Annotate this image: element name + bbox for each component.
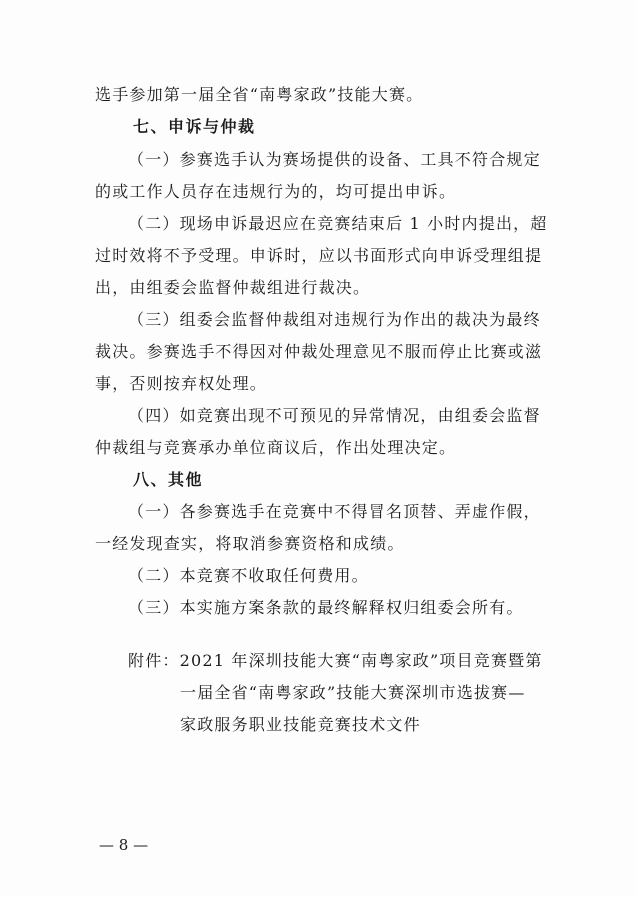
attachment-line: 家政服务职业技能竞赛技术文件 [180,715,421,734]
attachment-line: 附件：2021 年深圳技能大赛“南粤家政”项目竞赛暨第 [128,651,543,670]
section-heading-other: 八、其他 [133,470,204,489]
body-line: 仲裁组与竞赛承办单位商议后，作出处理决定。 [95,438,457,457]
body-line: 出，由组委会监督仲裁组进行裁决。 [95,278,371,297]
body-line: （二）现场申诉最迟应在竞赛结束后 1 小时内提出，超 [128,214,548,233]
body-line: 过时效将不予受理。申诉时，应以书面形式向申诉受理组提 [95,246,543,265]
section-heading-appeal: 七、申诉与仲裁 [133,117,256,136]
body-line: 事，否则按弃权处理。 [95,374,268,393]
body-line: 选手参加第一届全省“南粤家政”技能大赛。 [95,85,424,104]
body-line: （四）如竞赛出现不可预见的异常情况，由组委会监督 [128,406,541,425]
body-line: （一）各参赛选手在竞赛中不得冒名顶替、弄虚作假， [128,502,541,521]
body-line: 的或工作人员存在违规行为的，均可提出申诉。 [95,182,457,201]
body-line: （二）本竞赛不收取任何费用。 [128,566,369,585]
body-line: 一经发现查实，将取消参赛资格和成绩。 [95,534,405,553]
body-line: 裁决。参赛选手不得因对仲裁处理意见不服而停止比赛或滋 [95,342,543,361]
body-line: （一）参赛选手认为赛场提供的设备、工具不符合规定 [128,150,541,169]
body-line: （三）组委会监督仲裁组对违规行为作出的裁决为最终 [128,310,541,329]
body-line: （三）本实施方案条款的最终解释权归组委会所有。 [128,598,524,617]
attachment-line: 一届全省“南粤家政”技能大赛深圳市选拔赛— [180,683,526,702]
page-number: — 8 — [99,836,149,854]
